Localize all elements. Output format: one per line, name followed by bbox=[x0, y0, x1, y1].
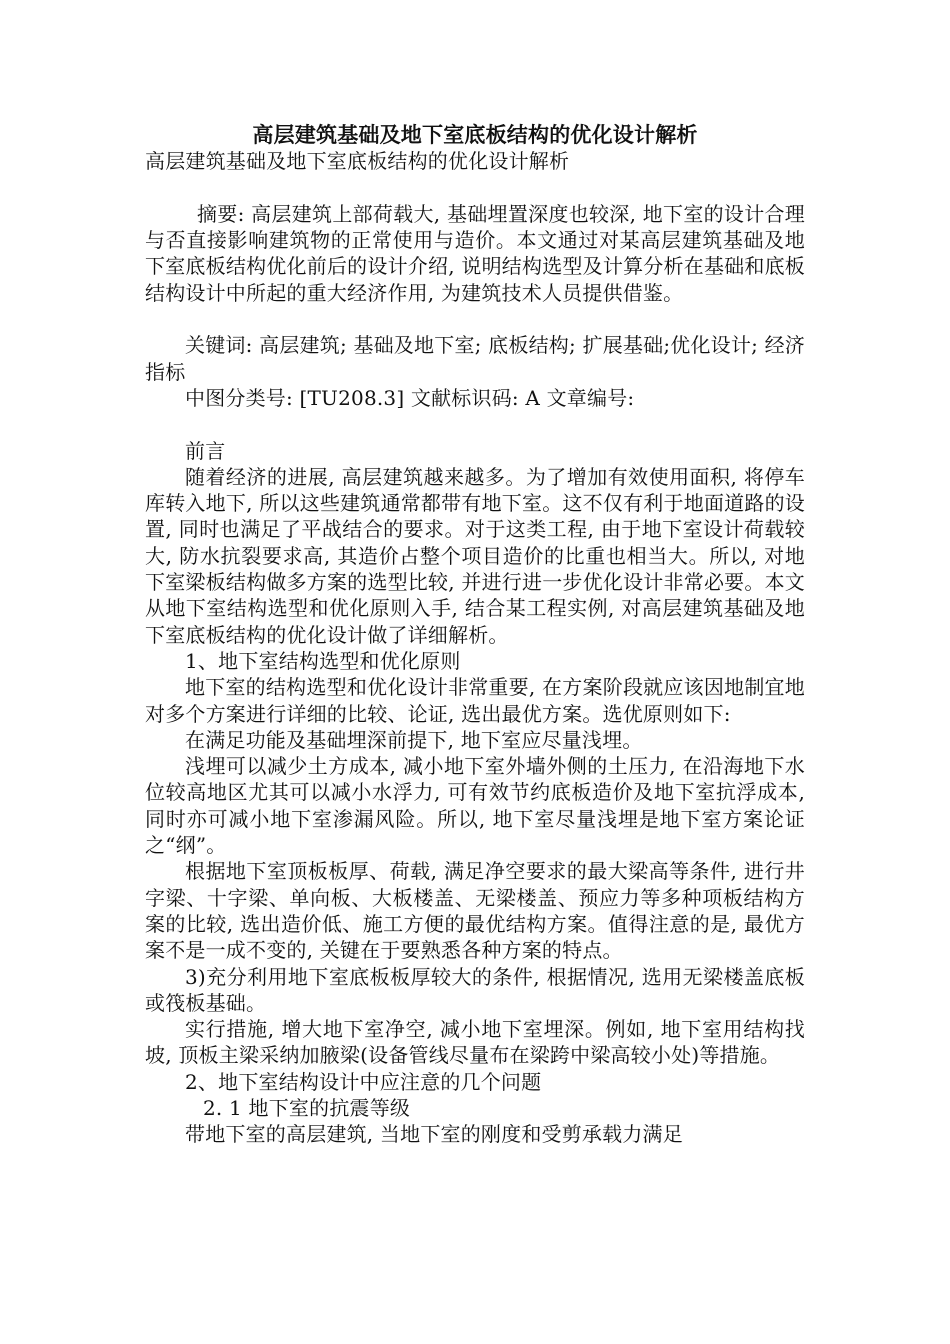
keywords-paragraph: 关键词: 高层建筑; 基础及地下室; 底板结构; 扩展基础;优化设计; 经济指标 bbox=[145, 333, 805, 384]
section-1-paragraph-3: 浅埋可以减少土方成本, 减小地下室外墙外侧的土压力, 在沿海地下水位较高地区尤其可以减小水浮力, 可有效节约底板造价及地下室抗浮成本, 同时亦可减小地下室渗漏风险。所以, 地下室尽量浅埋是地下室方案论证之“纲”。 bbox=[145, 754, 805, 858]
spacer bbox=[145, 306, 805, 332]
section-1-paragraph-4: 根据地下室顶板板厚、荷载, 满足净空要求的最大梁高等条件, 进行井字梁、十字梁、单向板、大板楼盖、无梁楼盖、预应力等多种项板结构方案的比较, 选出造价低、施工方便的最优结构方案。值得注意的是, 最优方案不是一成不变的, 关键在于要熟悉各种方案的特点。 bbox=[145, 859, 805, 963]
section-1-paragraph-2: 在满足功能及基础埋深前提下, 地下室应尽量浅埋。 bbox=[185, 727, 643, 752]
abstract-paragraph: 摘要: 高层建筑上部荷载大, 基础埋置深度也较深, 地下室的设计合理与否直接影响建筑物的正常使用与造价。本文通过对某高层建筑基础及地下室底板结构优化前后的设计介绍, 说明结构选型及计算分析在基础和底板结构设计中所起的重大经济作用, 为建筑技术人员提供借鉴。 bbox=[145, 201, 805, 305]
document-body bbox=[145, 122, 805, 1148]
document-title: 高层建筑基础及地下室底板结构的优化设计解析 bbox=[252, 122, 698, 147]
spacer bbox=[145, 175, 805, 201]
section-1-heading: 1、地下室结构选型和优化原则 bbox=[185, 648, 461, 673]
section-1-paragraph-6: 实行措施, 增大地下室净空, 减小地下室埋深。例如, 地下室用结构找坡, 顶板主梁采纳加腋梁(设备管线尽量布在梁跨中梁高较小处)等措施。 bbox=[145, 1017, 805, 1068]
section-1-paragraph-1: 地下室的结构选型和优化设计非常重要, 在方案阶段就应该因地制宜地对多个方案进行详细的比较、论证, 选出最优方案。选优原则如下: bbox=[145, 675, 805, 726]
section-2-1-heading: 2. 1 地下室的抗震等级 bbox=[203, 1095, 411, 1120]
section-1-paragraph-5: 3)充分利用地下室底板板厚较大的条件, 根据情况, 选用无梁楼盖底板或筏板基础。 bbox=[145, 964, 805, 1015]
preface-heading: 前言 bbox=[185, 438, 226, 463]
classification-line: 中图分类号: [TU208.3] 文献标识码: A 文章编号: bbox=[185, 385, 635, 410]
spacer bbox=[145, 411, 805, 437]
preface-paragraph: 随着经济的进展, 高层建筑越来越多。为了增加有效使用面积, 将停车库转入地下, 所以这些建筑通常都带有地下室。这不仅有利于地面道路的设置, 同时也满足了平战结合的要求。对于这类工程, 由于地下室设计荷载较大, 防水抗裂要求高, 其造价占整个项目造价的比重也相当大。所以, 对地下室梁板结构做多方案的选型比较, 并进行进一步优化设计非常必要。本文从地下室结构选型和优化原则入手, 结合某工程实例, 对高层建筑基础及地下室底板结构的优化设计做了详细解析。 bbox=[145, 464, 805, 647]
document-subtitle: 高层建筑基础及地下室底板结构的优化设计解析 bbox=[145, 149, 570, 174]
section-2-heading: 2、地下室结构设计中应注意的几个问题 bbox=[185, 1069, 542, 1094]
section-2-1-paragraph: 带地下室的高层建筑, 当地下室的刚度和受剪承载力满足 bbox=[185, 1122, 683, 1147]
